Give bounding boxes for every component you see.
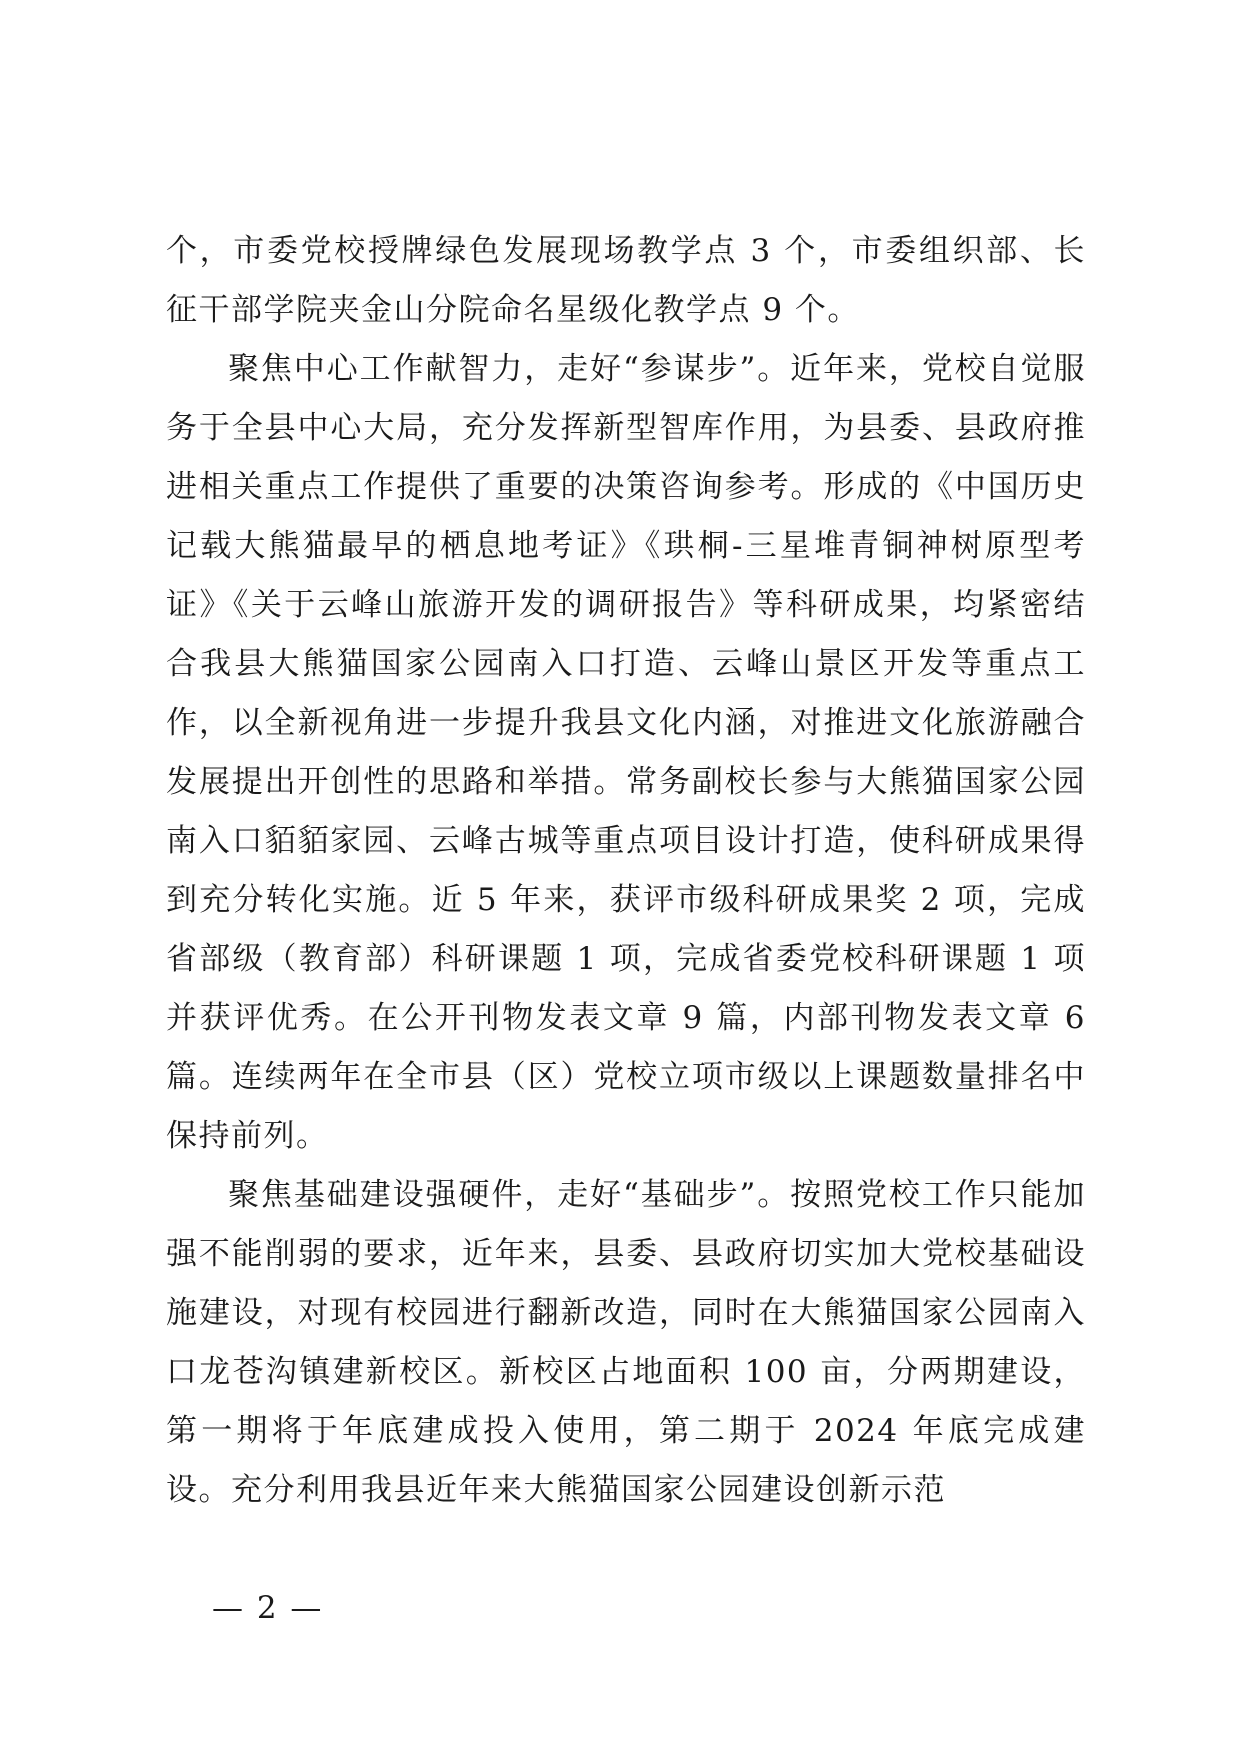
paragraph-think-tank: 聚焦中心工作献智力，走好“参谋步”。近年来，党校自觉服务于全县中心大局，充分发挥新型智库作用，为县委、县政府推进相关重点工作提供了重要的决策咨询参考。形成的《中国历史记载大熊猫最早的栖息地考证》《珙桐-三星堆青铜神树原型考证》《关于云峰山旅游开发的调研报告》等科研成果，均紧密结合我县大熊猫国家公园南入口打造、云峰山景区开发等重点工作，以全新视角进一步提升我县文化内涵，对推进文化旅游融合发展提出开创性的思路和举措。常务副校长参与大熊猫国家公园南入口貊貊家园、云峰古城等重点项目设计打造，使科研成果得到充分转化实施。近 5 年来，获评市级科研成果奖 2 项，完成省部级（教育部）科研课题 1 项，完成省委党校科研课题 1 项并获评优秀。在公开刊物发表文章 9 篇，内部刊物发表文章 6 篇。连续两年在全市县（区）党校立项市级以上课题数量排名中保持前列。: [166, 351, 1086, 1154]
page-number: — 2 —: [212, 1590, 324, 1626]
paragraph-continuation: 个，市委党校授牌绿色发展现场教学点 3 个，市委组织部、长征干部学院夹金山分院命名星级化教学点 9 个。: [166, 233, 1086, 328]
document-body: [166, 222, 1086, 1520]
paragraph-infrastructure: 聚焦基础建设强硬件，走好“基础步”。按照党校工作只能加强不能削弱的要求，近年来，县委、县政府切实加大党校基础设施建设，对现有校园进行翻新改造，同时在大熊猫国家公园南入口龙苍沟镇建新校区。新校区占地面积 100 亩，分两期建设，第一期将于年底建成投入使用，第二期于 2024 年底完成建设。充分利用我县近年来大熊猫国家公园建设创新示范: [166, 1177, 1086, 1508]
